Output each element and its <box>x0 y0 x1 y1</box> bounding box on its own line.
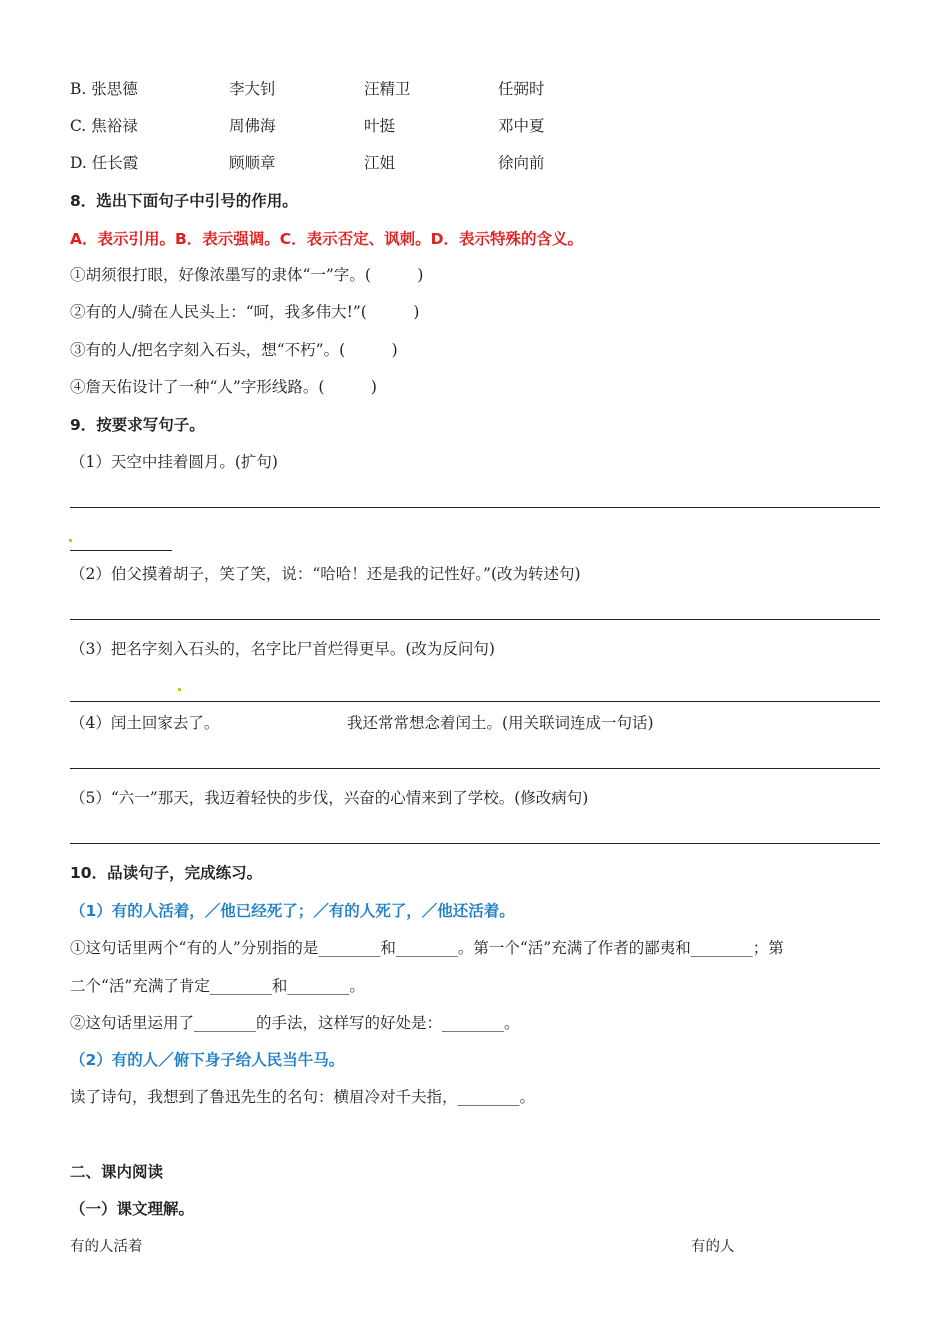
option-b-2: 李大钊 <box>229 80 276 98</box>
q8-item-3: ③有的人/把名字刻入石头，想“不朽”。( ) <box>70 341 398 359</box>
option-c-3: 叶挺 <box>364 117 396 135</box>
option-d-1: D. 任长霞 <box>70 154 139 172</box>
poem-right: 有的人 <box>691 1239 735 1255</box>
answer-line <box>70 619 880 620</box>
option-c-1: C. 焦裕禄 <box>70 117 138 135</box>
marker-dot <box>178 688 181 691</box>
option-d-4: 徐向前 <box>498 154 545 172</box>
answer-line <box>70 701 880 702</box>
q9-sentence-3: （3）把名字刻入石头的，名字比尸首烂得更早。(改为反问句) <box>70 640 495 658</box>
answer-line <box>70 843 880 844</box>
q10-line-2: 二个“活”充满了肯定________和________。 <box>70 977 365 995</box>
option-d-2: 顾顺章 <box>229 154 276 172</box>
q8-title: 8．选出下面句子中引号的作用。 <box>70 192 298 210</box>
q9-sentence-2: （2）伯父摸着胡子，笑了笑，说：“哈哈！还是我的记性好。”(改为转述句) <box>70 565 581 583</box>
q10-poem-1: （1）有的人活着，／他已经死了；／有的人死了，／他还活着。 <box>70 902 515 920</box>
q10-line-4: 读了诗句，我想到了鲁迅先生的名句：横眉冷对千夫指，________。 <box>70 1088 536 1106</box>
q9-sentence-4b: 我还常常想念着闰土。(用关联词连成一句话) <box>347 714 654 732</box>
q9-sentence-4a: （4）闰土回家去了。 <box>70 714 220 732</box>
q9-title: 9．按要求写句子。 <box>70 416 205 434</box>
q10-line-1: ①这句话里两个“有的人”分别指的是________和________。第一个“活”充满了作者的鄙夷和________；第 <box>70 939 784 957</box>
option-b-3: 汪精卫 <box>364 80 411 98</box>
q10-title: 10．品读句子，完成练习。 <box>70 864 263 882</box>
option-c-4: 邓中夏 <box>498 117 545 135</box>
answer-line <box>70 507 880 508</box>
q9-sentence-5: （5）“六一”那天，我迈着轻快的步伐，兴奋的心情来到了学校。(修改病句) <box>70 789 589 807</box>
q8-item-4: ④詹天佑设计了一种“人”字形线路。( ) <box>70 378 377 396</box>
option-b-4: 任弼时 <box>498 80 545 98</box>
option-d-3: 江姐 <box>364 154 396 172</box>
marker-dot <box>69 539 72 542</box>
section-subtitle: （一）课文理解。 <box>70 1200 195 1218</box>
option-c-2: 周佛海 <box>229 117 276 135</box>
q8-item-2: ②有的人/骑在人民头上：“呵，我多伟大!”( ) <box>70 303 420 321</box>
answer-line <box>70 768 880 769</box>
answer-line-short <box>70 550 172 551</box>
poem-left: 有的人活着 <box>70 1239 143 1255</box>
q8-item-1: ①胡须很打眼，好像浓墨写的隶体“一”字。( ) <box>70 266 424 284</box>
q8-choices: A．表示引用。B．表示强调。C．表示否定、讽刺。D．表示特殊的含义。 <box>70 230 584 248</box>
option-b-1: B. 张思德 <box>70 80 138 98</box>
section-title: 二、课内阅读 <box>70 1163 164 1181</box>
q10-poem-2: （2）有的人／俯下身子给人民当牛马。 <box>70 1051 345 1069</box>
q9-sentence-1: （1）天空中挂着圆月。(扩句) <box>70 453 278 471</box>
q10-line-3: ②这句话里运用了________的手法，这样写的好处是：________。 <box>70 1014 520 1032</box>
